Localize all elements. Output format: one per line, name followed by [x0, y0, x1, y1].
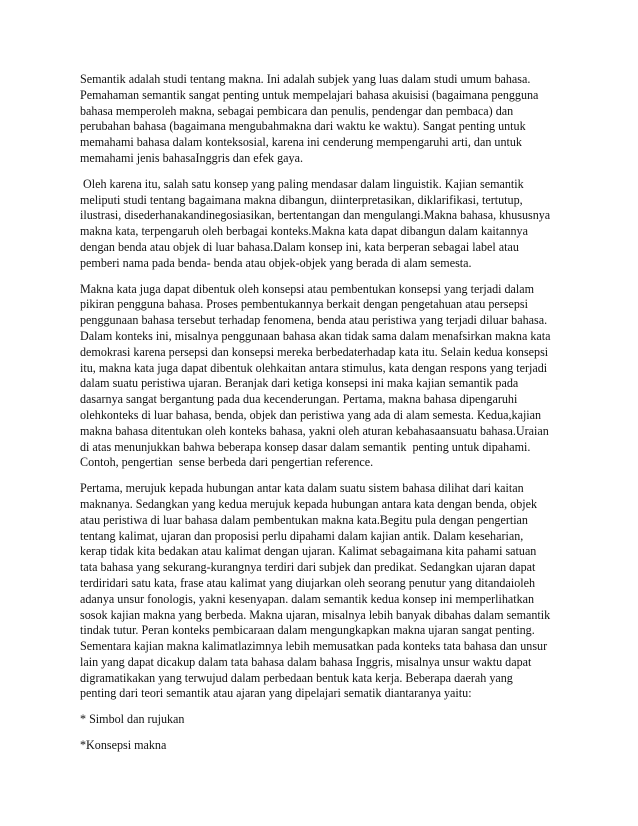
text-line: Contoh, pengertian sense berbeda dari pengertian reference.	[80, 455, 374, 470]
text-line: kerap tidak kita bedakan atau kalimat dengan ujaran. Kalimat sebagaimana kita pahami satuan	[80, 544, 537, 559]
text-line: ilustrasi, disederhanakandinegosiasikan, bertentangan dan mengulangi.Makna bahasa, khususnya	[80, 208, 551, 223]
text-line: Pertama, merujuk kepada hubungan antar kata dalam suatu sistem bahasa dilihat dari kaitan	[80, 481, 524, 496]
text-line: dasarnya sangat bergantung pada dua kecenderungan. Pertama, makna bahasa dipengaruhi	[80, 392, 518, 407]
paragraph-3	[80, 282, 570, 472]
text-line: Pemahaman semantik sangat penting untuk mempelajari bahasa akuisisi (bagaimana pengguna	[80, 87, 539, 102]
text-line: Semantik adalah studi tentang makna. Ini adalah subjek yang luas dalam studi umum bahasa.	[80, 72, 531, 86]
text-line: dalam suatu peristiwa ujaran. Beranjak dari ketiga konsepsi ini maka kajian semantik pada	[80, 376, 519, 391]
text-line: digramatikakan yang terwujud dalam perbedaan bentuk kata kerja. Beberapa daerah yang	[80, 670, 513, 685]
text-line: adanya unsur fonologis, yakni kesenyapan. dalam semantik kedua konsep ini memperlihatkan	[80, 591, 535, 606]
paragraph-2	[80, 177, 570, 272]
text-line: pemberi nama pada benda- benda atau objek-objek yang berada di alam semesta.	[80, 255, 472, 270]
text-line: lain yang dapat dicakup dalam tata bahasa dalam bahasa Inggris, misalnya unsur waktu dapat	[80, 654, 532, 669]
text-line: pikiran pengguna bahasa. Proses pembentukannya berkait dengan pengetahuan atau persepsi	[80, 297, 528, 312]
text-line: Dalam konteks ini, misalnya penggunaan bahasa akan tidak sama dalam menafsirkan makna kata	[80, 328, 551, 343]
text-line: demokrasi karena persepsi dan konsepsi mereka berbedaterhadap kata itu. Selain kedua konsepsi	[80, 344, 549, 359]
text-line: *Konsepsi makna	[80, 738, 167, 753]
text-line: maknanya. Sedangkan yang kedua merujuk kepada hubungan antara kata dengan benda, objek	[80, 496, 538, 511]
text-line: Sementara kajian makna kalimatlazimnya lebih memusatkan pada konteks tata bahasa dan unsur	[80, 639, 548, 654]
text-line: memahami bahasa dalam konteksosial, karena ini cenderung mempengaruhi arti, dan untuk	[80, 135, 522, 150]
text-line: Oleh karena itu, salah satu konsep yang paling mendasar dalam linguistik. Kajian semantik	[80, 176, 524, 191]
text-line: tindak tutur. Peran konteks pembicaraan dalam mengungkapkan makna ujaran sangat penting.	[80, 623, 535, 638]
text-line: makna kata, terpengaruh oleh berbagai konteks.Makna kata dapat dibangun dalam kaitannya	[80, 224, 528, 239]
text-line: olehkonteks di luar bahasa, benda, objek dan peristiwa yang ada di alam semesta. Kedua,kajian	[80, 407, 542, 422]
text-line: perubahan bahasa (bagaimana mengubahmakna dari waktu ke waktu). Sangat penting untuk	[80, 119, 526, 134]
text-line: Makna kata juga dapat dibentuk oleh konsepsi atau pembentukan konsepsi yang terjadi dalam	[80, 281, 535, 296]
text-line: di atas menunjukkan bahwa beberapa konsep dasar dalam semantik penting untuk dipahami.	[80, 439, 531, 454]
text-line: sosok kajian makna yang berbeda. Makna ujaran, misalnya lebih banyak dibahas dalam semantik	[80, 607, 551, 622]
text-line: makna bahasa ditentukan oleh konteks bahasa, yakni oleh aturan kebahasaansuatu bahasa.Uraian	[80, 423, 549, 438]
text-line: meliputi studi tentang bagaimana makna dibangun, diinterpretasikan, diklarifikasi, tertutup,	[80, 192, 523, 207]
text-line: itu, makna kata juga dapat dibentuk olehkaitan antara stimulus, kata dengan respons yang terjadi	[80, 360, 548, 375]
text-line: bahasa memperoleh makna, sebagai pembicara dan penulis, pendengar dan pembaca) dan	[80, 103, 514, 118]
document-page	[80, 72, 570, 764]
text-line: atau peristiwa di luar bahasa dalam pembentukan makna kata.Begitu pula dengan pengertian	[80, 512, 528, 527]
text-line: penggunaan bahasa tersebut terhadap fenomena, benda atau peristiwa yang terjadi diluar bahasa.	[80, 313, 548, 328]
text-line: dengan benda atau objek di luar bahasa.Dalam konsep ini, kata berperan sebagai label atau	[80, 239, 519, 254]
text-line: memahami jenis bahasaInggris dan efek gaya.	[80, 150, 303, 165]
text-line: penting dari teori semantik atau ajaran yang dipelajari sematik diantaranya yaitu:	[80, 686, 472, 701]
list-item-simbol-dan-rujukan	[80, 712, 570, 728]
text-line: tentang kalimat, ujaran dan proposisi perlu dipahami dalam kajian antik. Dalam keseharian,	[80, 528, 524, 543]
text-line: tata bahasa yang sekurang-kurangnya terdiri dari subjek dan predikat. Sedangkan ujaran dapat	[80, 560, 536, 575]
text-line: * Simbol dan rujukan	[80, 712, 185, 727]
paragraph-1	[80, 72, 570, 167]
paragraph-4	[80, 481, 570, 702]
list-item-konsepsi-makna	[80, 738, 570, 754]
text-line: terdiridari satu kata, frase atau kalimat yang diujarkan oleh seorang penutur yang ditandaioleh	[80, 575, 536, 590]
